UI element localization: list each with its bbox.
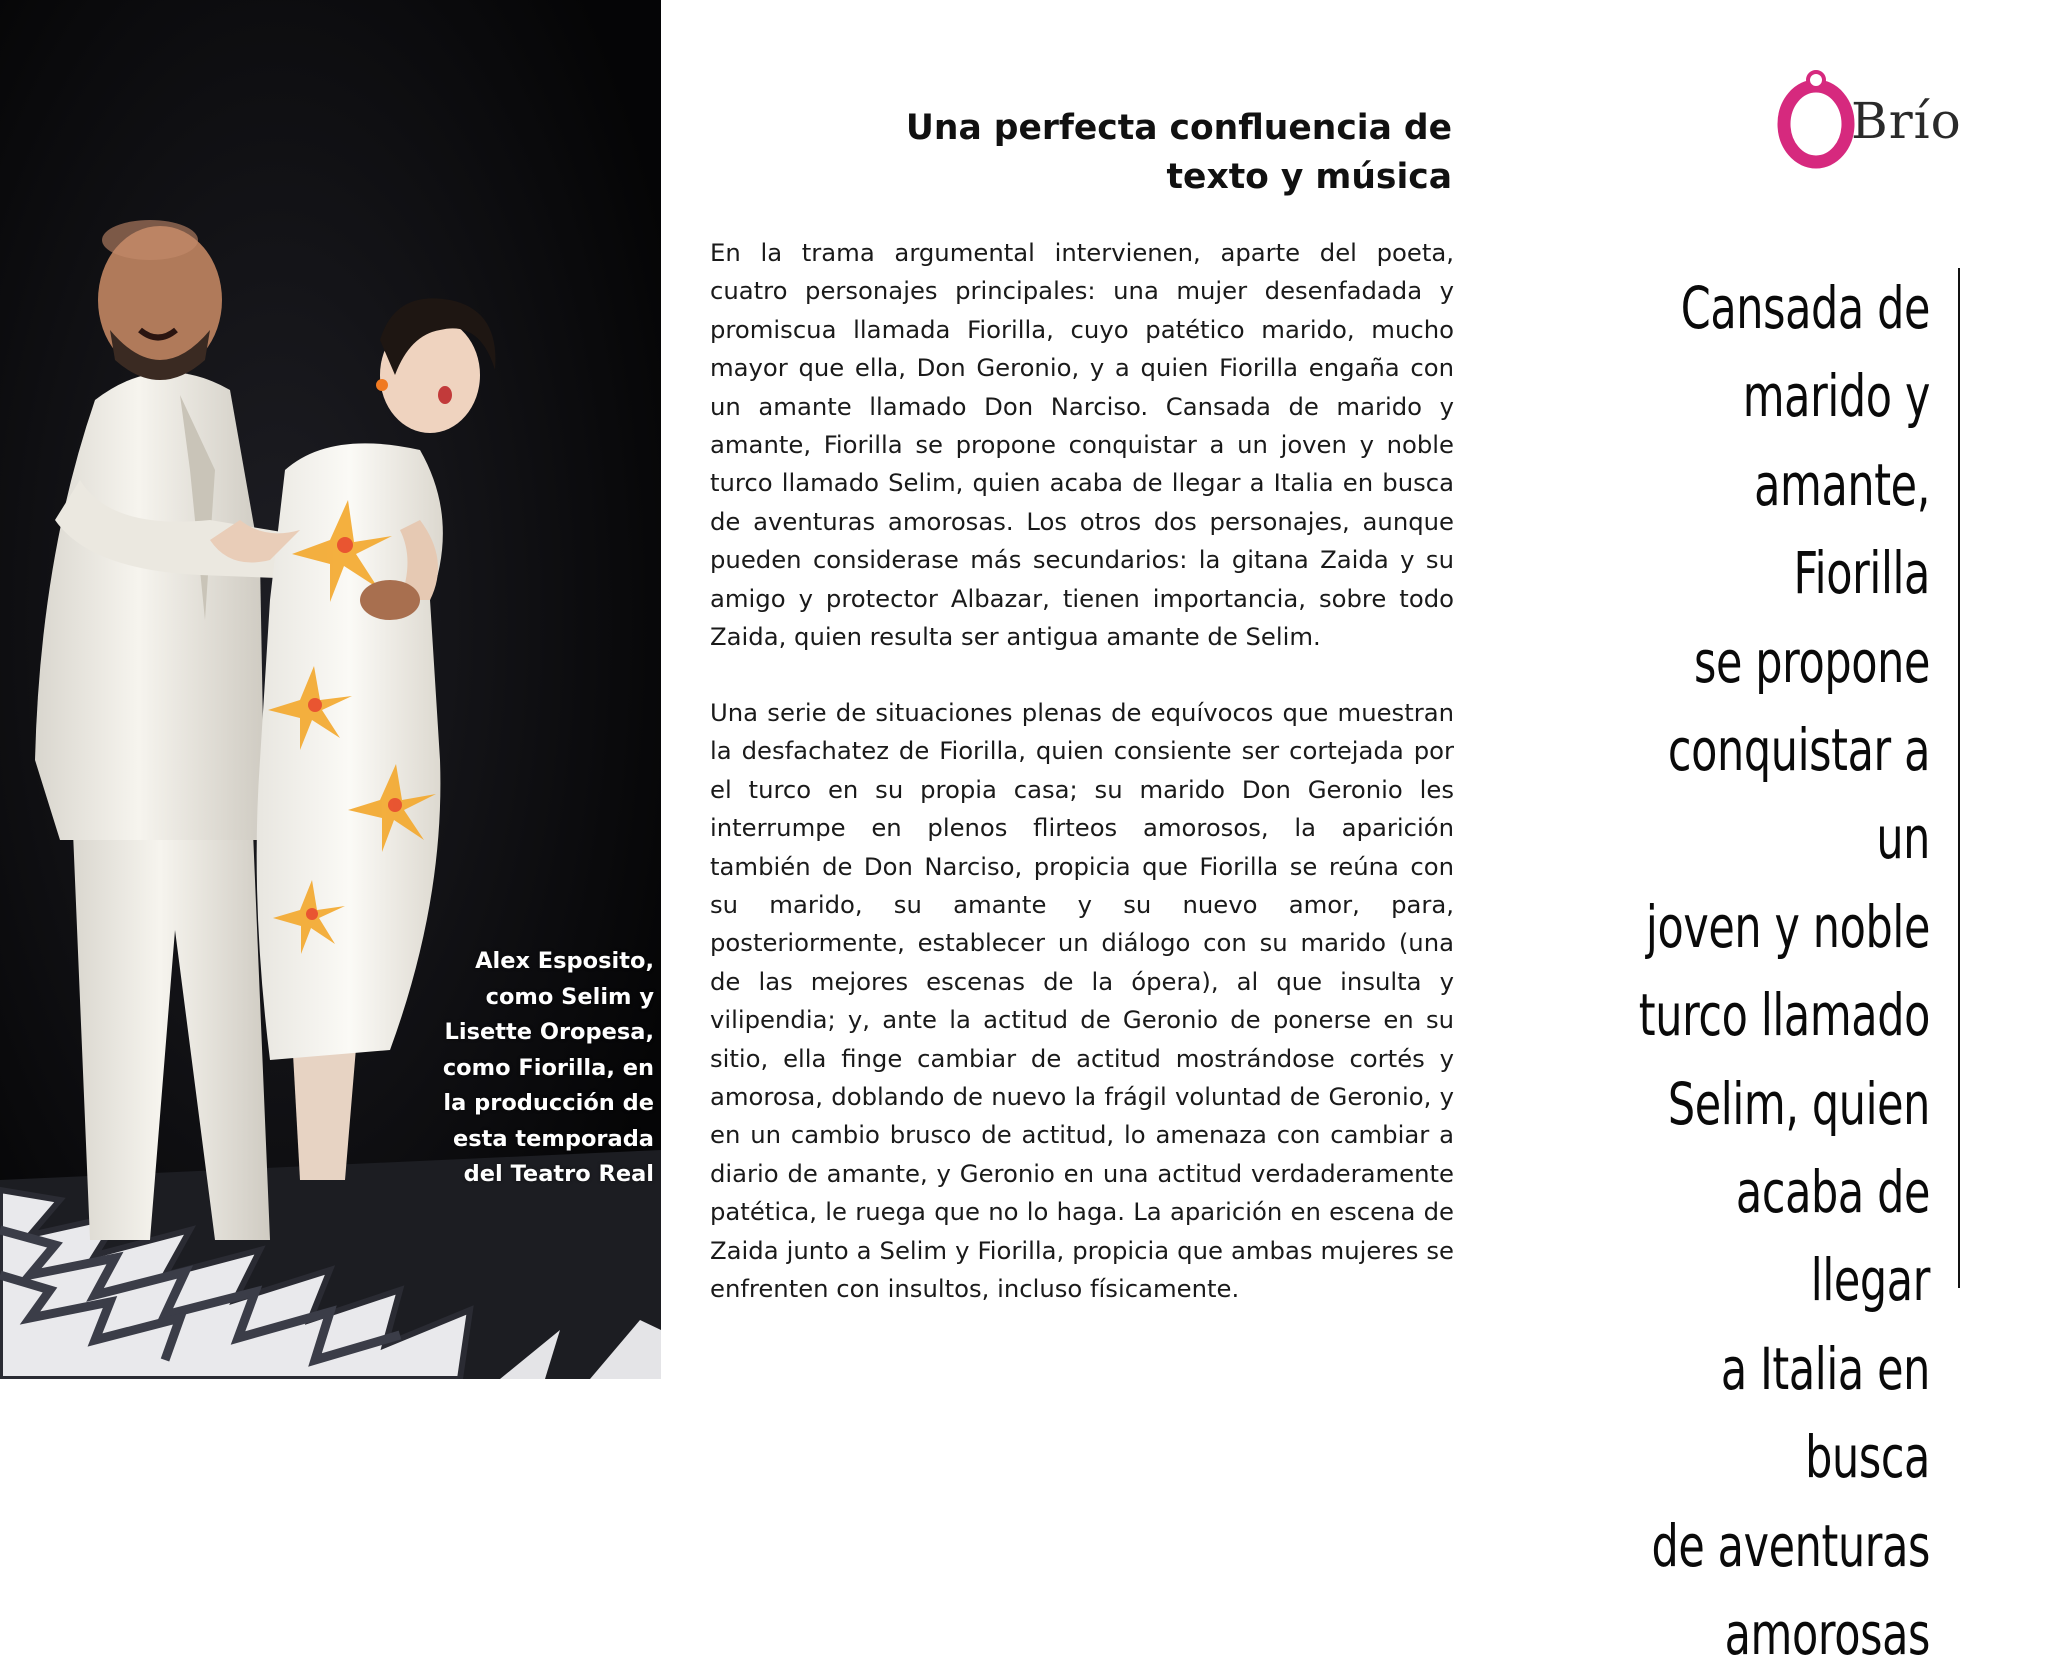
article-heading: Una perfecta confluencia de texto y música <box>905 108 1452 197</box>
pull-quote-rule <box>1958 268 1960 1288</box>
article-paragraph-2: Una serie de situaciones plenas de equívocos que muestran la desfachatez de Fiorilla, quien consiente ser cortejada por el turco en su propia casa; su marido Don Geronio les interrumpe en plenos flirteos amorosos, la aparición también de Don Narciso, propicia que Fiorilla se reúna con su marido, su amante y su nuevo amor, para, posteriormente, establecer un diálogo con su marido (una de las mejores escenas de la ópera), al que insulta y vilipendia; y, ante la actitud de Geronio de ponerse en su sitio, ella finge cambiar de actitud mostrándose cortés y amorosa, doblando de nuevo la frágil voluntad de Geronio, y en un cambio brusco de actitud, lo amenaza con cambiar a diario de amante, y Geronio en una actitud verdaderamente patética, le ruega que no lo haga. La aparición en escena de Zaida junto a Selim y Fiorilla, propicia que ambas mujeres se enfrenten con insultos, incluso físicamente. <box>710 698 1454 1304</box>
pull-quote: Cansada de marido y amante, Fiorilla se propone conquistar a un joven y noble turco llamado Selim, quien acaba de llegar a Italia en busca de aventuras amorosas <box>1638 274 1930 1669</box>
photo-caption: Alex Esposito, como Selim y Lisette Oropesa, como Fiorilla, en la producción de esta temporada del Teatro Real <box>442 948 654 1187</box>
brio-logo-text: Brío <box>1851 92 1962 150</box>
article-paragraph-1: En la trama argumental intervienen, aparte del poeta, cuatro personajes principales: una mujer desenfadada y promiscua llamada Fiorilla, cuyo patético marido, mucho mayor que ella, Don Geronio, y a quien Fiorilla engaña con un amante llamado Don Narciso. Cansada de marido y amante, Fiorilla se propone conquistar a un joven y noble turco llamado Selim, quien acaba de llegar a Italia en busca de aventuras amorosas. Los otros dos personajes, aunque pueden considerase más secundarios: la gitana Zaida y su amigo y protector Albazar, tienen importancia, sobre todo Zaida, quien resulta ser antigua amante de Selim. <box>710 238 1454 652</box>
stage-photo <box>0 0 661 1379</box>
